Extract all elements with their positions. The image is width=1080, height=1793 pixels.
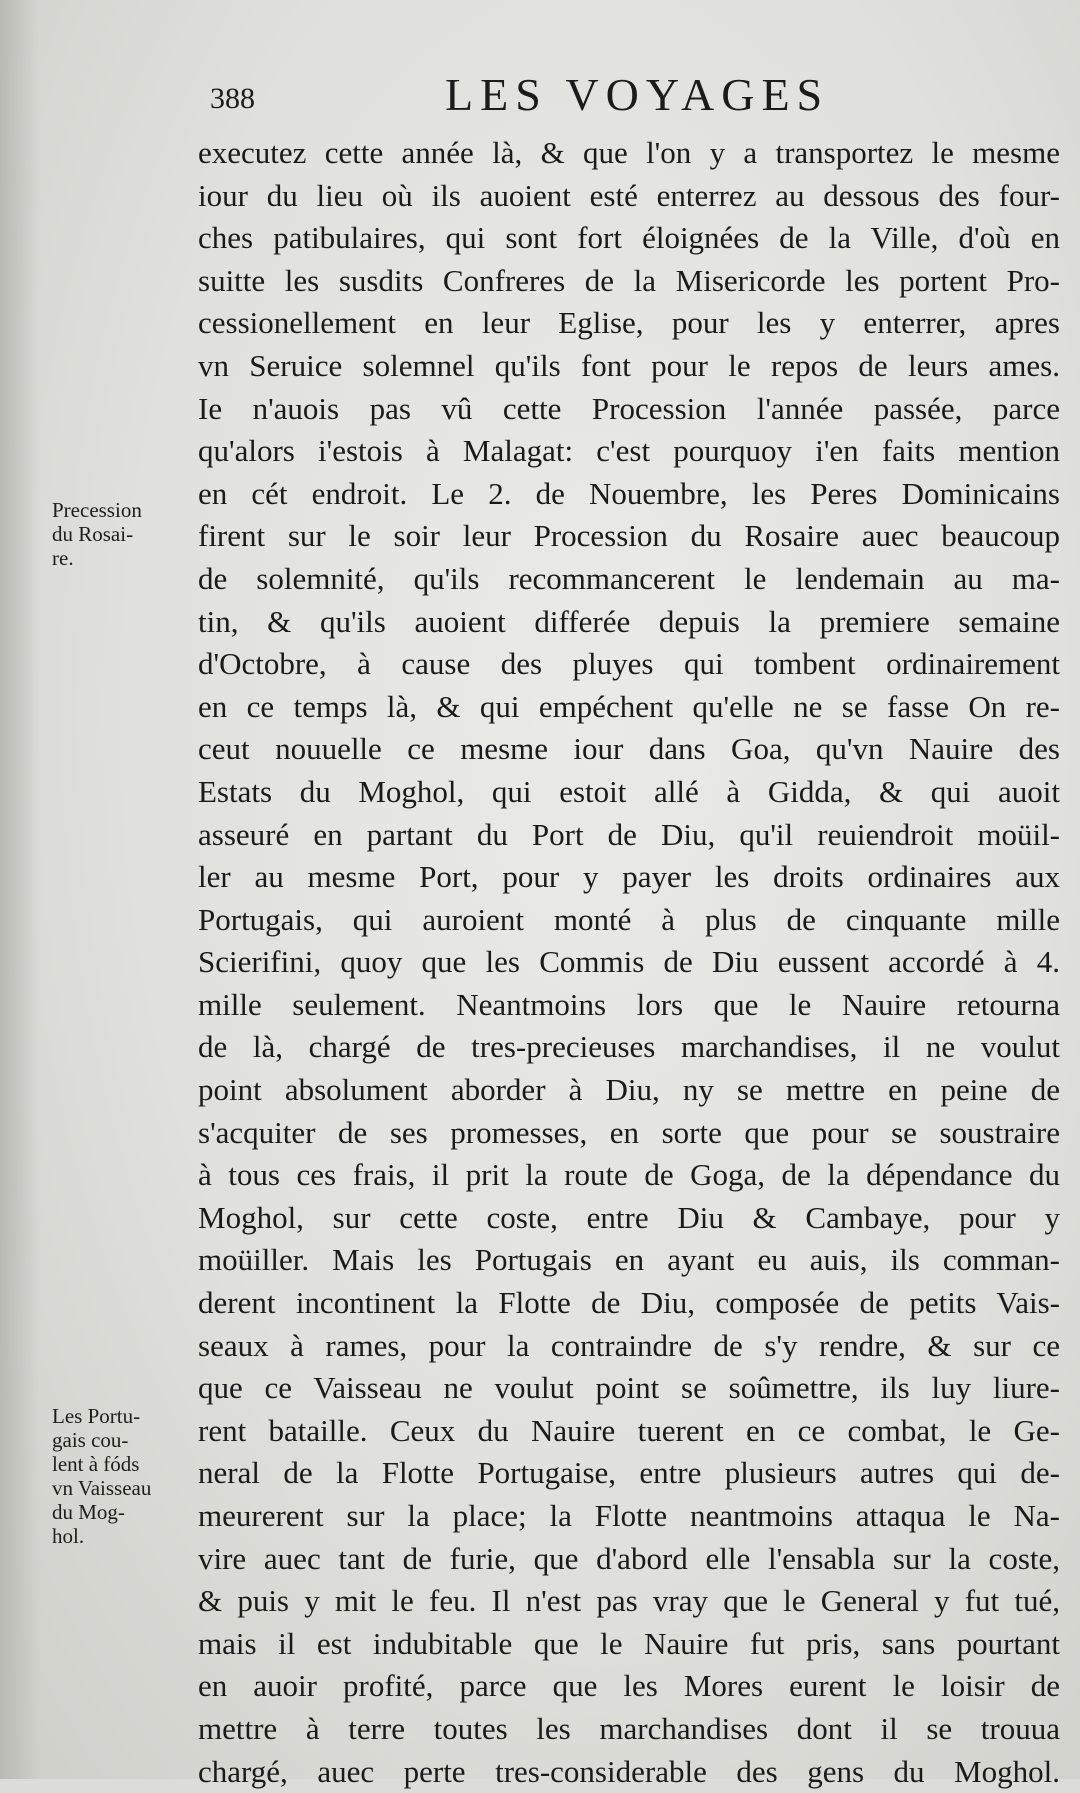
margin-note-line: Precession xyxy=(52,498,142,522)
text-line: ceut nouuelle ce mesme iour dans Goa, qu'vn Nauire des xyxy=(198,731,1060,767)
text-line: mille seulement. Neantmoins lors que le Nauire retourna xyxy=(198,986,1060,1022)
text-line: à tous ces frais, il prit la route de Goga, de la dépendance du xyxy=(198,1157,1060,1193)
text-line: chargé, auec perte tres-considerable des gens du Moghol. xyxy=(198,1753,1060,1789)
text-line: ches patibulaires, qui sont fort éloignées de la Ville, d'où en xyxy=(198,220,1060,256)
text-line: tin, & qu'ils auoient differée depuis la premiere semaine xyxy=(198,603,1060,639)
text-line: en ce temps là, & qui empéchent qu'elle ne se fasse On re- xyxy=(198,688,1060,724)
text-line: de solemnité, qu'ils recommancerent le lendemain au ma- xyxy=(198,560,1060,596)
text-line: en cét endroit. Le 2. de Nouembre, les Peres Dominicains xyxy=(198,475,1060,511)
margin-note-line: du Rosai- xyxy=(52,522,134,546)
text-line: derent incontinent la Flotte de Diu, composée de petits Vais- xyxy=(198,1285,1060,1321)
running-title: LES VOYAGES xyxy=(445,69,830,120)
margin-note-line: du Mog- xyxy=(52,1500,125,1524)
text-line: en auoir profité, parce que les Mores eurent le loisir de xyxy=(198,1668,1060,1704)
text-line: meurerent sur la place; la Flotte neantmoins attaqua le Na- xyxy=(198,1498,1060,1533)
margin-note-line: hol. xyxy=(52,1524,85,1548)
text-line: Portugais, qui auroient monté à plus de cinquante mille xyxy=(198,901,1060,937)
text-line: ler au mesme Port, pour y payer les droits ordinaires aux xyxy=(198,859,1060,895)
text-line: mettre à terre toutes les marchandises dont il se trouua xyxy=(198,1710,1060,1746)
text-line: & puis y mit le feu. Il n'est pas vray que le General y fut tué, xyxy=(198,1583,1060,1619)
page-header xyxy=(210,68,1050,128)
text-line: moüiller. Mais les Portugais en ayant eu auis, ils comman- xyxy=(198,1242,1060,1278)
text-line: vire auec tant de furie, que d'abord elle l'ensabla sur la coste, xyxy=(198,1540,1060,1576)
body-text xyxy=(198,132,1060,1793)
text-line: asseuré en partant du Port de Diu, qu'il reuiendroit moüil- xyxy=(198,816,1060,852)
text-line: point absolument aborder à Diu, ny se mettre en peine de xyxy=(198,1072,1060,1108)
text-line: de là, chargé de tres-precieuses marchandises, il ne voulut xyxy=(198,1029,1060,1065)
text-line: executez cette année là, & que l'on y a transportez le mesme xyxy=(198,135,1060,170)
text-line: neral de la Flotte Portugaise, entre plusieurs autres qui de- xyxy=(198,1455,1060,1491)
text-line: Scierifini, quoy que les Commis de Diu eussent accordé à 4. xyxy=(198,944,1060,980)
text-line: cessionellement en leur Eglise, pour les y enterrer, apres xyxy=(198,305,1060,341)
text-line: d'Octobre, à cause des pluyes qui tombent ordinairement xyxy=(198,646,1060,682)
text-line: Ie n'auois pas vû cette Procession l'année passée, parce xyxy=(198,390,1060,426)
text-line: iour du lieu où ils auoient esté enterrez au dessous des four- xyxy=(198,177,1060,213)
text-line: Moghol, sur cette coste, entre Diu & Cambaye, pour y xyxy=(198,1199,1060,1235)
text-line: vn Seruice solemnel qu'ils font pour le repos de leurs ames. xyxy=(198,347,1060,383)
text-line: rent bataille. Ceux du Nauire tuerent en ce combat, le Ge- xyxy=(198,1412,1060,1448)
margin-note-procession xyxy=(52,498,178,570)
margin-note-portugais xyxy=(52,1404,178,1548)
text-line: seaux à rames, pour la contraindre de s'y rendre, & sur ce xyxy=(198,1327,1060,1363)
margin-note-line: gais cou- xyxy=(52,1428,129,1452)
text-line: s'acquiter de ses promesses, en sorte que pour se soustraire xyxy=(198,1114,1060,1150)
text-line: qu'alors i'estois à Malagat: c'est pourquoy i'en faits mention xyxy=(198,433,1060,469)
margin-note-line: lent à fóds xyxy=(52,1452,140,1476)
margin-note-line: Les Portu- xyxy=(52,1404,141,1428)
page-number: 388 xyxy=(210,82,255,115)
text-line: firent sur le soir leur Procession du Rosaire auec beaucoup xyxy=(198,518,1060,554)
text-line: Estats du Moghol, qui estoit allé à Gidda, & qui auoit xyxy=(198,773,1060,809)
text-line: mais il est indubitable que le Nauire fut pris, sans pourtant xyxy=(198,1625,1060,1661)
margin-note-line: re. xyxy=(52,546,74,570)
text-line: que ce Vaisseau ne voulut point se soûmettre, ils luy liure- xyxy=(198,1370,1060,1406)
margin-note-line: vn Vaisseau xyxy=(52,1476,152,1500)
text-line: suitte les susdits Confreres de la Misericorde les portent Pro- xyxy=(198,262,1060,298)
page-gutter-shadow xyxy=(0,0,40,1779)
